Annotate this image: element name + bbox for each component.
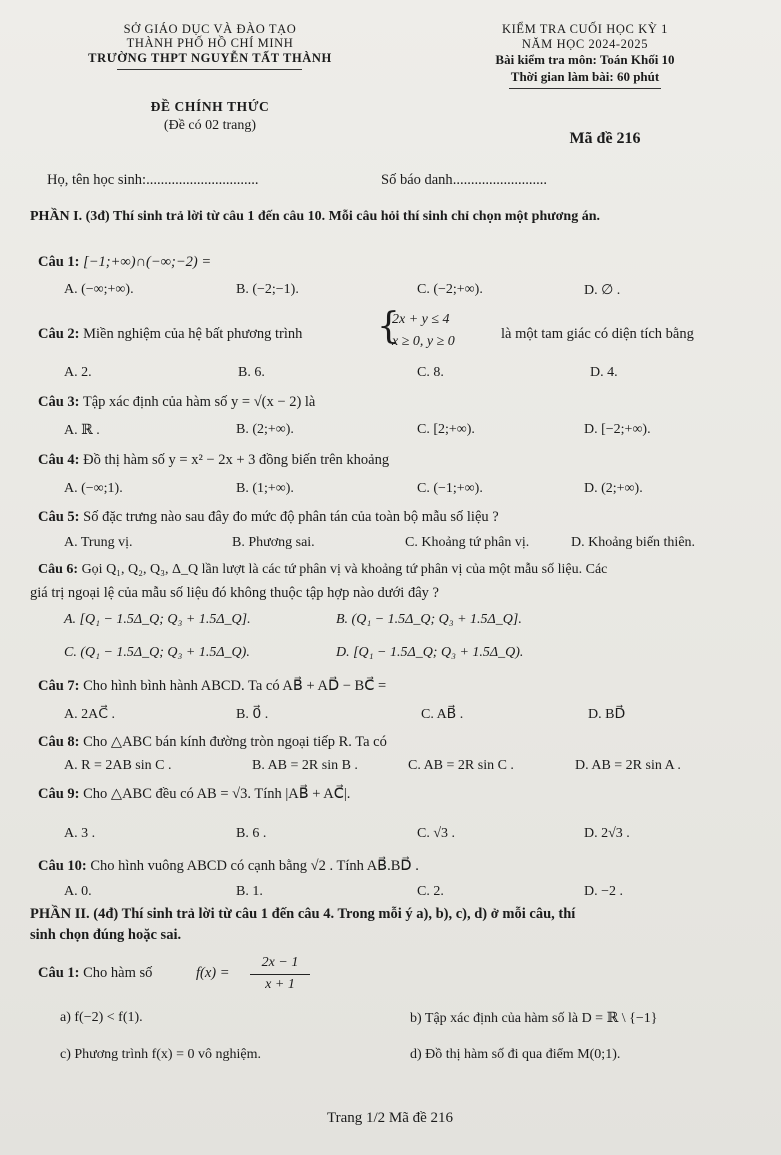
- q4-option-d: D. (2;+∞).: [584, 481, 643, 496]
- question-8-label: Câu 8:: [38, 734, 80, 750]
- school-name: TRƯỜNG THPT NGUYỄN TẤT THÀNH: [88, 51, 332, 65]
- exam-title: KIỂM TRA CUỐI HỌC KỲ 1: [501, 22, 669, 36]
- q10-option-b: B. 1.: [236, 884, 263, 899]
- q9-option-b: B. 6 .: [236, 826, 267, 841]
- q5-option-a: A. Trung vị.: [64, 535, 133, 550]
- part2-q1-item-b: b) Tập xác định của hàm số là D = ℝ \ {−1}: [410, 1011, 658, 1026]
- q9-option-d: D. 2√3 .: [584, 826, 630, 841]
- subject-line: Bài kiểm tra môn: Toán Khối 10: [495, 52, 675, 67]
- fraction-bar: [250, 974, 310, 975]
- question-8: [38, 734, 387, 751]
- q3-option-b: B. (2;+∞).: [236, 422, 294, 437]
- header-divider-left: [117, 69, 302, 70]
- question-1-label: Câu 1:: [38, 254, 80, 270]
- question-4: [38, 452, 389, 469]
- q8-option-a: A. R = 2AB sin C .: [64, 758, 172, 773]
- q4-option-b: B. (1;+∞).: [236, 481, 294, 496]
- student-name-field: [47, 172, 258, 189]
- student-id-label: Số báo danh: [381, 172, 453, 188]
- question-8-stem: Cho △ABC bán kính đường tròn ngoại tiếp R. Ta có: [83, 734, 387, 750]
- question-2: [38, 326, 302, 343]
- question-7-stem: Cho hình bình hành ABCD. Ta có AB⃗ + AD⃗ − BC⃗ =: [83, 678, 387, 694]
- question-7: [38, 678, 386, 695]
- question-5-stem: Số đặc trưng nào sau đây đo mức độ phân tán của toàn bộ mẫu số liệu ?: [83, 509, 499, 525]
- q8-option-c: C. AB = 2R sin C .: [408, 758, 514, 773]
- department-name: SỞ GIÁO DỤC VÀ ĐÀO TẠO: [123, 22, 297, 36]
- question-10-stem: Cho hình vuông ABCD có cạnh bằng √2 . Tính AB⃗.BD⃗ .: [90, 858, 419, 874]
- q6-option-b: B. (Q₁ − 1.5Δ_Q; Q₃ + 1.5Δ_Q].: [336, 612, 522, 627]
- question-3-stem: Tập xác định của hàm số y = √(x − 2) là: [82, 394, 316, 410]
- student-id-field: [381, 172, 547, 189]
- question-6-stem-2: giá trị ngoại lệ của mẫu số liệu đó không thuộc tập hợp nào dưới đây ?: [30, 585, 439, 601]
- system-inequality-1: 2x + y ≤ 4: [392, 312, 450, 327]
- part1-title: PHẦN I. (3đ) Thí sinh trả lời từ câu 1 đến câu 10. Mỗi câu hỏi thí sinh chỉ chọn một phương án.: [30, 209, 600, 224]
- q6-option-d: D. [Q₁ − 1.5Δ_Q; Q₃ + 1.5Δ_Q).: [336, 645, 524, 660]
- question-1-stem: [−1;+∞)∩(−∞;−2) =: [83, 254, 212, 270]
- exam-code: Mã đề 216: [569, 130, 641, 147]
- system-brace: {: [377, 306, 400, 347]
- question-10-label: Câu 10:: [38, 858, 87, 874]
- question-2-tail: là một tam giác có diện tích bằng: [501, 326, 694, 342]
- q1-option-d: D. ∅ .: [584, 283, 621, 298]
- q10-option-a: A. 0.: [64, 884, 92, 899]
- official-exam-label: ĐỀ CHÍNH THỨC: [150, 99, 270, 114]
- school-year: NĂM HỌC 2024-2025: [521, 37, 649, 51]
- part2-title: PHẦN II. (4đ) Thí sinh trả lời từ câu 1 đến câu 4. Trong mỗi ý a), b), c), d) ở mỗi câu, thí: [30, 906, 576, 922]
- q1-option-c: C. (−2;+∞).: [417, 282, 483, 297]
- fraction-denominator: x + 1: [265, 977, 295, 992]
- q2-option-c: C. 8.: [417, 365, 444, 380]
- q4-option-c: C. (−1;+∞).: [417, 481, 483, 496]
- question-2-label: Câu 2:: [38, 326, 80, 342]
- q7-option-d: D. BD⃗: [588, 707, 626, 722]
- q5-option-d: D. Khoảng biến thiên.: [571, 535, 696, 550]
- q2-option-a: A. 2.: [64, 365, 92, 380]
- question-4-stem: Đồ thị hàm số y = x² − 2x + 3 đồng biến trên khoảng: [83, 452, 390, 468]
- question-6-stem: Gọi Q₁, Q₂, Q₃, Δ_Q lần lượt là các tứ phân vị và khoảng tứ phân vị của một mẫu số liệu. Các: [81, 562, 608, 577]
- q8-option-b: B. AB = 2R sin B .: [252, 758, 358, 773]
- q1-option-a: A. (−∞;+∞).: [64, 282, 134, 297]
- question-1: [38, 254, 211, 271]
- q2-option-b: B. 6.: [238, 365, 265, 380]
- question-9: [38, 786, 350, 803]
- question-3-label: Câu 3:: [38, 394, 80, 410]
- student-id-dots: ..........................: [452, 172, 547, 188]
- q2-option-d: D. 4.: [590, 365, 618, 380]
- question-10: [38, 858, 419, 875]
- question-9-stem: Cho △ABC đều có AB = √3. Tính |AB⃗ + AC⃗|.: [83, 786, 351, 802]
- q10-option-d: D. −2 .: [584, 884, 624, 899]
- q5-option-b: B. Phương sai.: [232, 535, 315, 550]
- q7-option-a: A. 2AC⃗ .: [64, 707, 115, 722]
- q3-option-a: A. ℝ .: [64, 423, 100, 438]
- part2-question-1-label: Câu 1:: [38, 965, 80, 981]
- question-3: [38, 394, 315, 411]
- q4-option-a: A. (−∞;1).: [64, 481, 123, 496]
- question-7-label: Câu 7:: [38, 678, 80, 694]
- fraction-numerator: 2x − 1: [261, 955, 299, 970]
- q3-option-d: D. [−2;+∞).: [584, 422, 651, 437]
- question-6: [38, 562, 607, 578]
- q7-option-b: B. 0⃗ .: [236, 707, 269, 722]
- q1-option-b: B. (−2;−1).: [236, 282, 299, 297]
- page-footer: Trang 1/2 Mã đề 216: [326, 1110, 454, 1126]
- question-4-label: Câu 4:: [38, 452, 80, 468]
- q8-option-d: D. AB = 2R sin A .: [575, 758, 681, 773]
- part2-question-1-stem: Cho hàm số: [83, 965, 153, 981]
- question-2-stem: Miền nghiệm của hệ bất phương trình: [83, 326, 303, 342]
- q6-option-c: C. (Q₁ − 1.5Δ_Q; Q₃ + 1.5Δ_Q).: [64, 645, 250, 660]
- question-5: [38, 509, 499, 526]
- part2-q1-item-c: c) Phương trình f(x) = 0 vô nghiệm.: [60, 1047, 261, 1062]
- function-lhs: f(x) =: [196, 965, 230, 981]
- q10-option-c: C. 2.: [417, 884, 444, 899]
- student-name-label: Họ, tên học sinh:: [47, 172, 147, 188]
- part2-title-2: sinh chọn đúng hoặc sai.: [30, 927, 182, 943]
- question-9-label: Câu 9:: [38, 786, 80, 802]
- system-inequality-2: x ≥ 0, y ≥ 0: [392, 334, 455, 349]
- header-divider-right: [509, 88, 661, 89]
- q6-option-a: A. [Q₁ − 1.5Δ_Q; Q₃ + 1.5Δ_Q].: [64, 612, 251, 627]
- part2-q1-item-d: d) Đồ thị hàm số đi qua điểm M(0;1).: [410, 1047, 621, 1062]
- student-name-dots: ...............................: [146, 172, 259, 188]
- q3-option-c: C. [2;+∞).: [417, 422, 475, 437]
- question-6-label: Câu 6:: [38, 562, 79, 577]
- question-5-label: Câu 5:: [38, 509, 80, 525]
- q7-option-c: C. AB⃗ .: [421, 707, 464, 722]
- part2-question-1: [38, 965, 152, 982]
- q9-option-c: C. √3 .: [417, 826, 456, 841]
- duration-line: Thời gian làm bài: 60 phút: [510, 69, 660, 84]
- q9-option-a: A. 3 .: [64, 826, 96, 841]
- page-count-note: (Đề có 02 trang): [163, 118, 257, 133]
- city-name: THÀNH PHỐ HỒ CHÍ MINH: [126, 36, 294, 50]
- part2-q1-item-a: a) f(−2) < f(1).: [60, 1010, 143, 1025]
- q5-option-c: C. Khoảng tứ phân vị.: [405, 535, 530, 550]
